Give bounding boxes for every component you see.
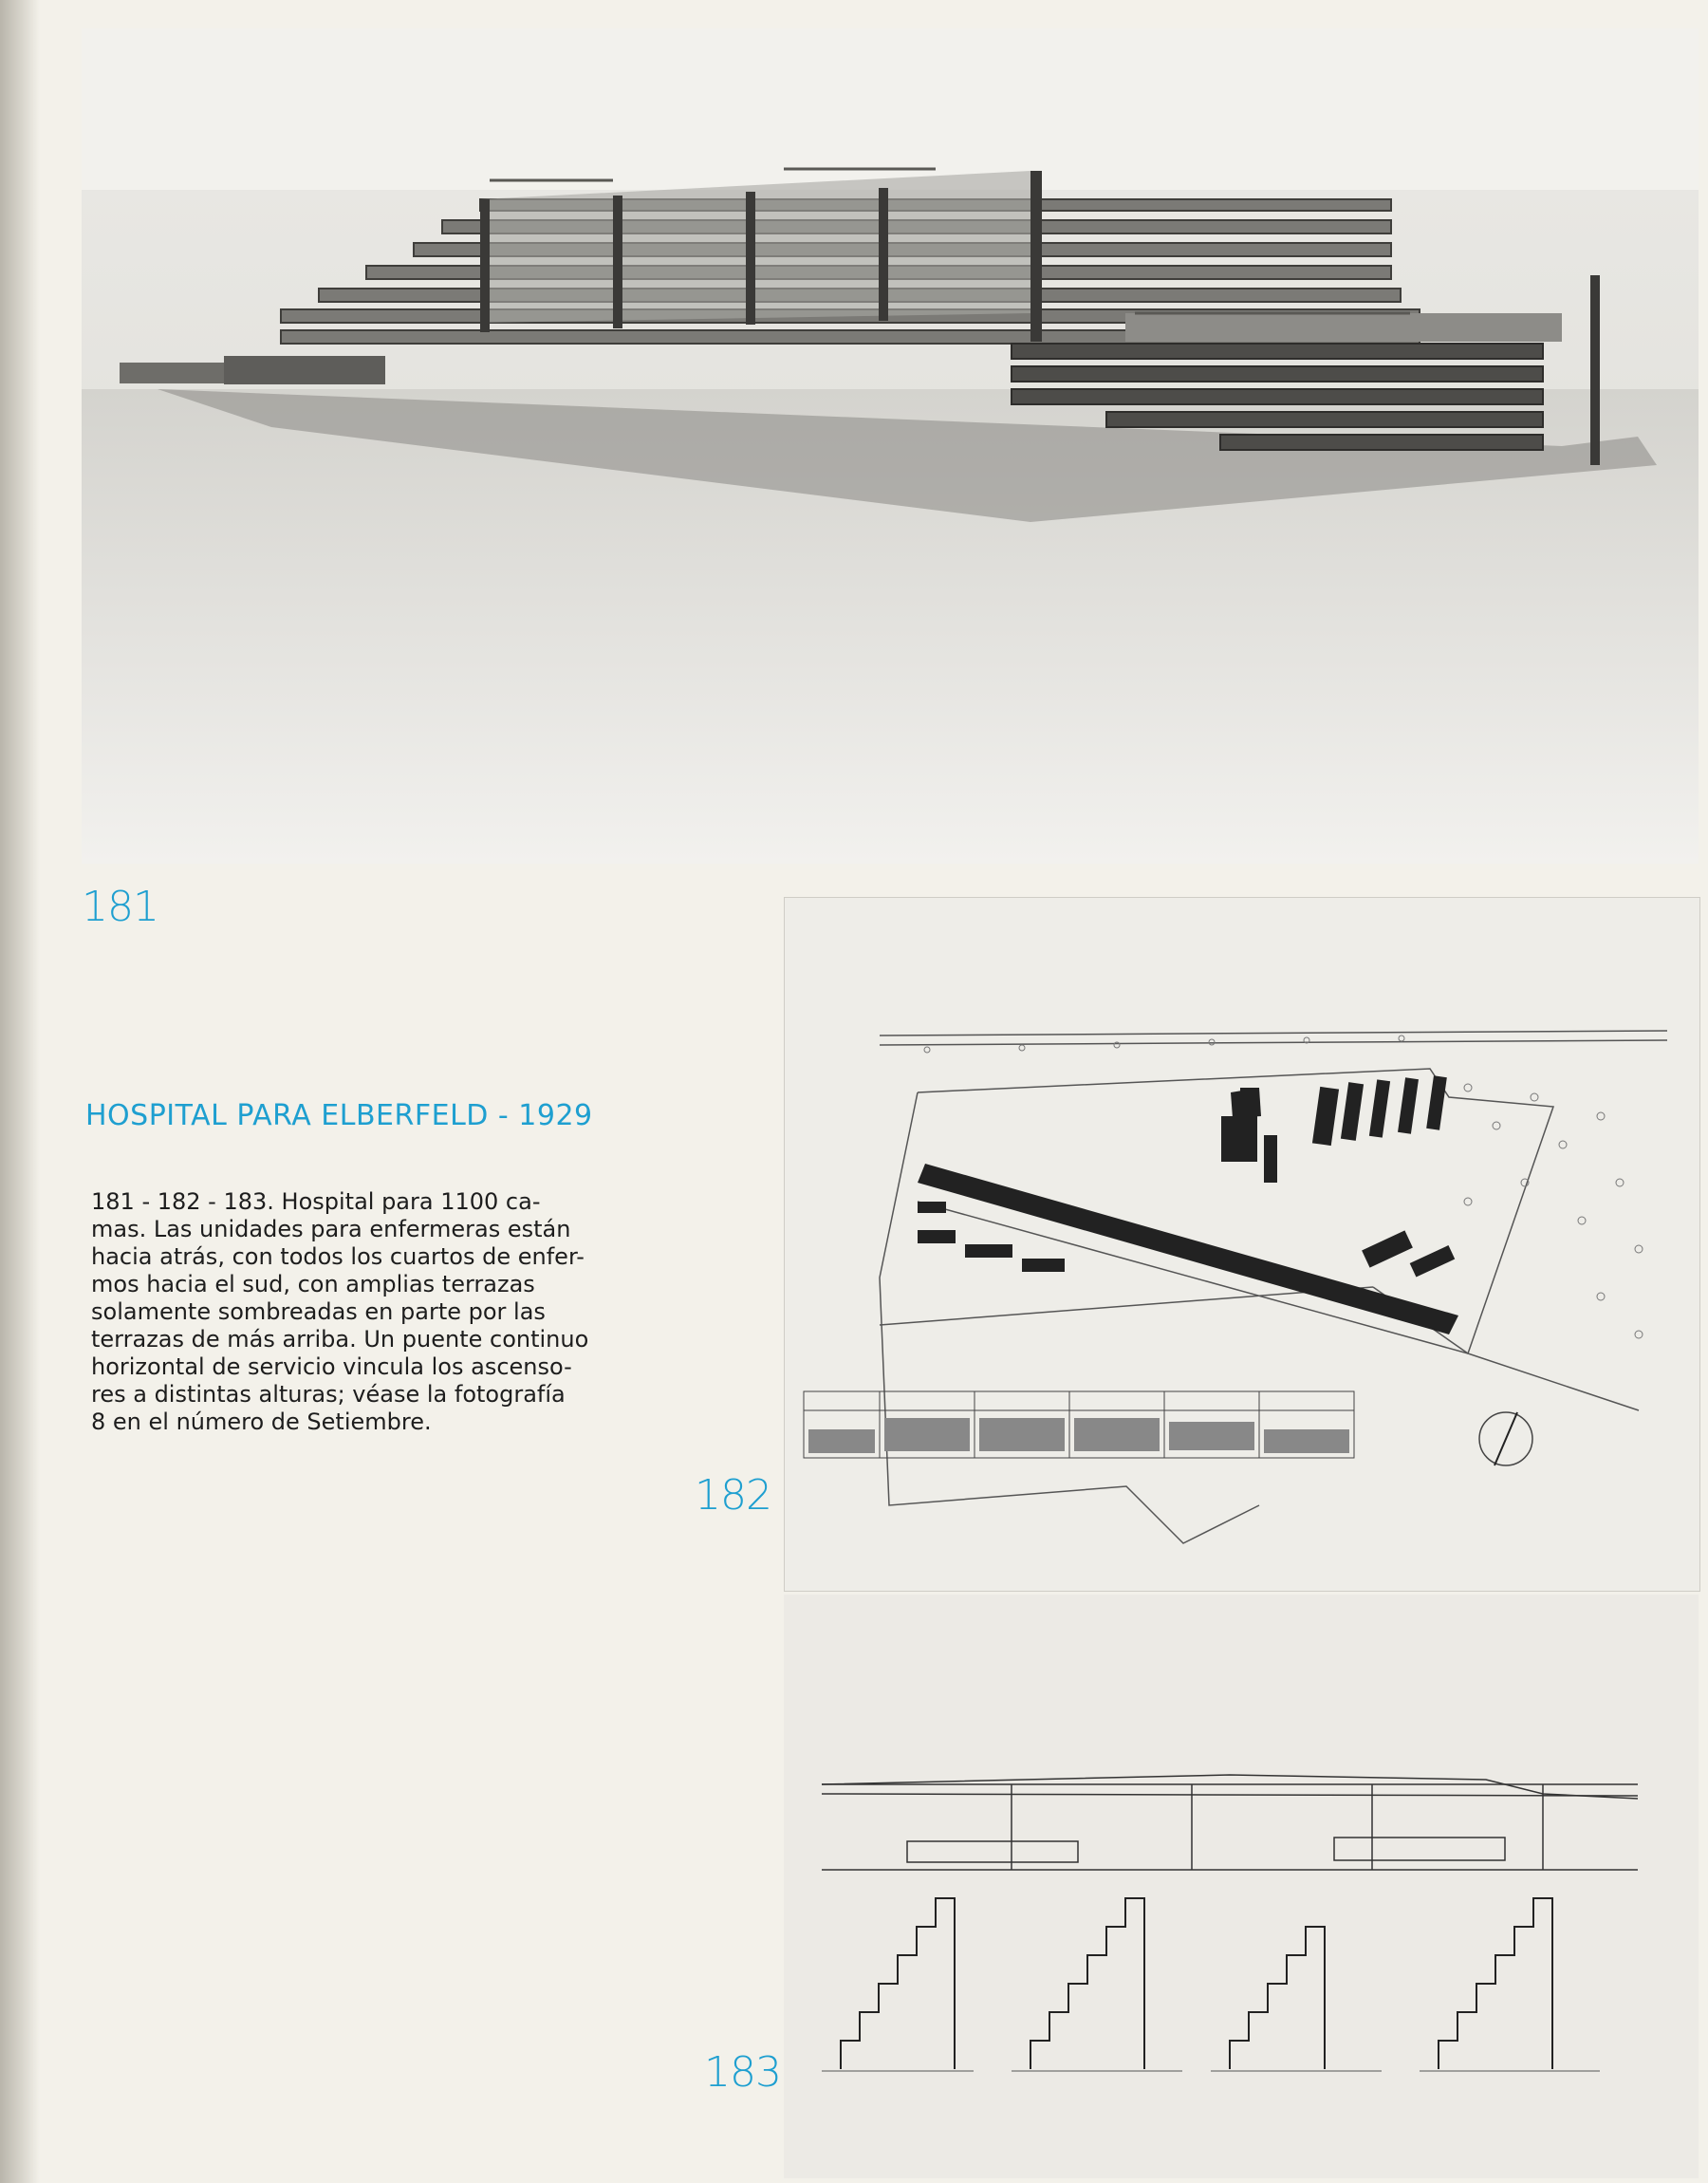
body-line: horizontal de servicio vincula los ascenso-: [91, 1353, 572, 1380]
body-line: terrazas de más arriba. Un puente continuo: [91, 1326, 589, 1353]
body-line: solamente sombreadas en parte por las: [91, 1298, 546, 1325]
body-line: 181 - 182 - 183. Hospital para 1100 ca-: [91, 1188, 541, 1215]
figure-number-183: 183: [704, 2048, 781, 2097]
body-line: hacia atrás, con todos los cuartos de enfer-: [91, 1243, 585, 1270]
page-binding-shadow: [0, 0, 40, 2183]
figure-number-181: 181: [82, 883, 158, 931]
article-body: [91, 1188, 636, 1436]
article-title: HOSPITAL PARA ELBERFELD - 1929: [85, 1099, 593, 1132]
figure-number-182: 182: [695, 1471, 771, 1520]
hospital-model-photo: [82, 28, 1699, 864]
building-sections-drawing: [784, 1595, 1699, 2178]
body-line: mos hacia el sud, con amplias terrazas: [91, 1271, 535, 1297]
body-line: mas. Las unidades para enfermeras están: [91, 1216, 571, 1242]
site-plan-drawing: [784, 897, 1700, 1592]
body-line: 8 en el número de Setiembre.: [91, 1409, 432, 1435]
body-line: res a distintas alturas; véase la fotografía: [91, 1381, 566, 1408]
